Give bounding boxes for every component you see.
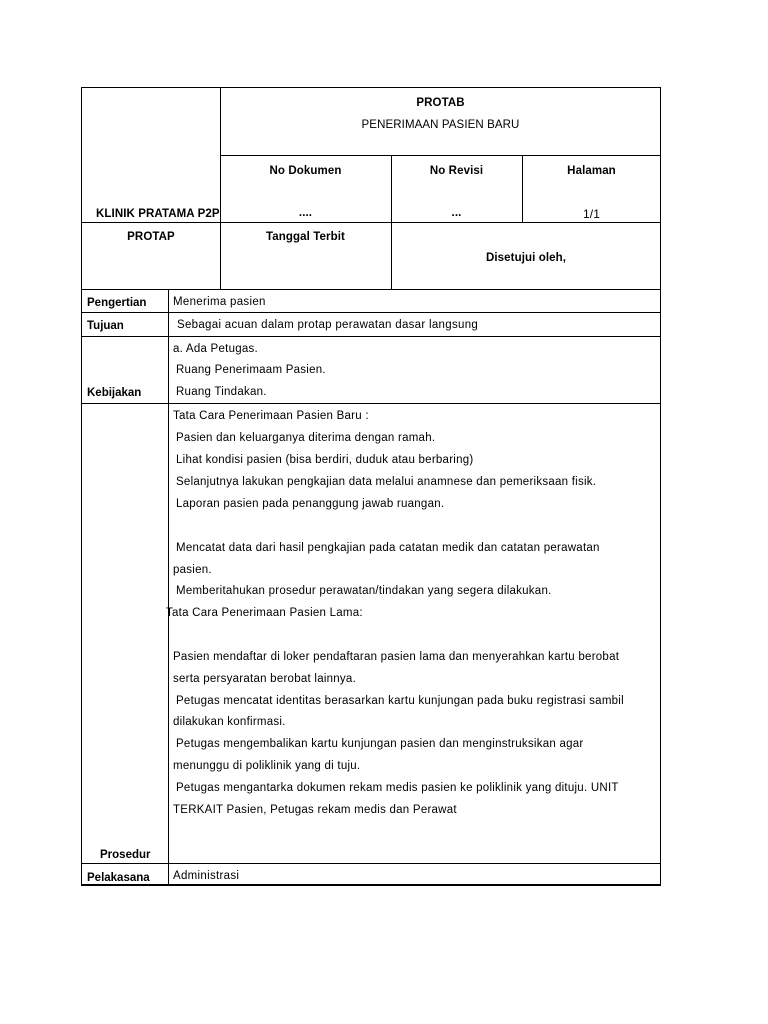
- protap-label: PROTAP: [127, 231, 175, 243]
- prosedur-line: pasien.: [173, 564, 212, 576]
- tujuan-value: Sebagai acuan dalam protap perawatan dasar langsung: [177, 319, 479, 331]
- prosedur-line: Tata Cara Penerimaan Pasien Baru :: [173, 410, 369, 422]
- divider: [82, 863, 661, 864]
- prosedur-line: TERKAIT Pasien, Petugas rekam medis dan Perawat: [173, 804, 457, 816]
- divider: [82, 403, 661, 404]
- protap-document: [81, 87, 661, 886]
- clinic-name: KLINIK PRATAMA P2P: [96, 208, 220, 220]
- divider: [220, 155, 661, 156]
- disetujui-label: Disetujui oleh,: [485, 252, 567, 264]
- prosedur-line: Petugas mengantarka dokumen rekam medis pasien ke poliklinik yang dituju. UNIT: [176, 782, 619, 794]
- prosedur-line: Tata Cara Penerimaan Pasien Lama:: [166, 607, 363, 619]
- pengertian-label: Pengertian: [87, 297, 147, 309]
- pelaksana-value: Administrasi: [173, 870, 240, 882]
- tujuan-label: Tujuan: [87, 320, 124, 332]
- prosedur-line: Petugas mengembalikan kartu kunjungan pasien dan menginstruksikan agar: [176, 738, 584, 750]
- halaman-label: Halaman: [567, 165, 616, 177]
- prosedur-line: Mencatat data dari hasil pengkajian pada catatan medik dan catatan perawatan: [176, 542, 600, 554]
- divider: [168, 289, 169, 885]
- divider: [82, 336, 661, 337]
- prosedur-line: serta persyaratan berobat lainnya.: [173, 673, 357, 685]
- prosedur-label: Prosedur: [100, 849, 151, 861]
- no-dokumen-label: No Dokumen: [269, 165, 342, 177]
- prosedur-line: Memberitahukan prosedur perawatan/tindakan yang segera dilakukan.: [176, 585, 552, 597]
- pengertian-value: Menerima pasien: [173, 296, 266, 308]
- kebijakan-label: Kebijakan: [87, 387, 142, 399]
- kebijakan-line: Ruang Penerimaam Pasien.: [176, 364, 326, 376]
- prosedur-line: Selanjutnya lakukan pengkajian data melalui anamnese dan pemeriksaan fisik.: [176, 476, 597, 488]
- kebijakan-line: Ruang Tindakan.: [176, 386, 267, 398]
- prosedur-line: menunggu di poliklinik yang di tuju.: [173, 760, 361, 772]
- prosedur-line: Pasien mendaftar di loker pendaftaran pasien lama dan menyerahkan kartu berobat: [173, 651, 620, 663]
- prosedur-line: Lihat kondisi pasien (bisa berdiri, duduk atau berbaring): [176, 454, 474, 466]
- prosedur-line: Pasien dan keluarganya diterima dengan ramah.: [176, 432, 436, 444]
- document-title: PROTAB: [416, 97, 465, 109]
- tanggal-terbit-label: Tanggal Terbit: [266, 231, 345, 243]
- pelaksana-label: Pelakasana: [87, 872, 150, 884]
- no-revisi-value: ...: [451, 207, 462, 219]
- kebijakan-line: a. Ada Petugas.: [173, 343, 258, 355]
- divider: [82, 222, 661, 223]
- prosedur-line: dilakukan konfirmasi.: [173, 716, 286, 728]
- document-subtitle: PENERIMAAN PASIEN BARU: [361, 119, 520, 131]
- halaman-value: 1/1: [583, 207, 600, 221]
- divider: [82, 312, 661, 313]
- prosedur-line: Laporan pasien pada penanggung jawab ruangan.: [176, 498, 445, 510]
- no-dokumen-value: ....: [298, 207, 313, 219]
- no-revisi-label: No Revisi: [429, 165, 484, 177]
- prosedur-line: Petugas mencatat identitas berasarkan kartu kunjungan pada buku registrasi sambil: [176, 695, 624, 707]
